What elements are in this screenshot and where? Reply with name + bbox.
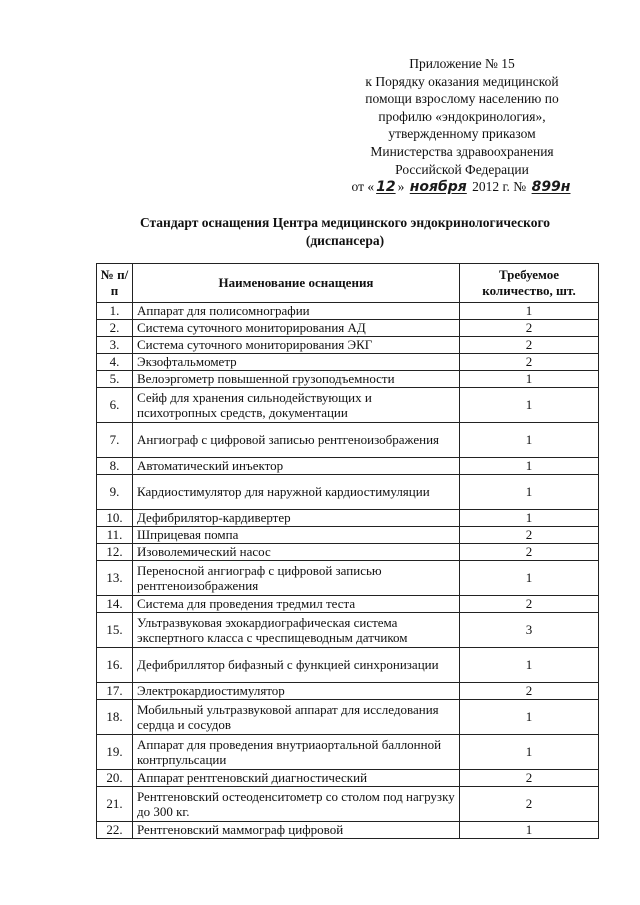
row-num: 5. bbox=[97, 371, 133, 388]
row-qty: 1 bbox=[460, 700, 599, 735]
appendix-line: профилю «эндокринология», bbox=[378, 108, 546, 124]
order-mid: » bbox=[397, 179, 405, 195]
row-num: 8. bbox=[97, 458, 133, 475]
row-name: Электрокардиостимулятор bbox=[133, 683, 460, 700]
row-name: Рентгеновский остеоденситометр со столом под нагрузку до 300 кг. bbox=[133, 787, 460, 822]
table-row bbox=[97, 303, 599, 320]
table-row bbox=[97, 458, 599, 475]
header-qty: Требуемое количество, шт. bbox=[460, 264, 599, 303]
row-num: 21. bbox=[97, 787, 133, 822]
row-num: 22. bbox=[97, 822, 133, 839]
row-num: 1. bbox=[97, 303, 133, 320]
header-num: № п/п bbox=[97, 264, 133, 303]
table-row bbox=[97, 770, 599, 787]
row-qty: 1 bbox=[460, 648, 599, 683]
row-qty: 1 bbox=[460, 458, 599, 475]
row-qty: 2 bbox=[460, 787, 599, 822]
row-qty: 2 bbox=[460, 596, 599, 613]
equipment-table bbox=[96, 263, 599, 839]
row-qty: 1 bbox=[460, 303, 599, 320]
header-name: Наименование оснащения bbox=[133, 264, 460, 303]
row-num: 12. bbox=[97, 544, 133, 561]
appendix-line: помощи взрослому населению по bbox=[365, 91, 559, 107]
row-qty: 1 bbox=[460, 371, 599, 388]
table-row bbox=[97, 613, 599, 648]
row-name: Ангиограф с цифровой записью рентгеноизображения bbox=[133, 423, 460, 458]
appendix-line: утвержденному приказом bbox=[388, 126, 536, 142]
table-row bbox=[97, 822, 599, 839]
row-num: 9. bbox=[97, 475, 133, 510]
row-name: Экзофтальмометр bbox=[133, 354, 460, 371]
table-row bbox=[97, 423, 599, 458]
row-num: 13. bbox=[97, 561, 133, 596]
row-qty: 1 bbox=[460, 561, 599, 596]
table-body bbox=[97, 303, 599, 839]
row-qty: 3 bbox=[460, 613, 599, 648]
row-qty: 1 bbox=[460, 822, 599, 839]
row-name: Велоэргометр повышенной грузоподъемности bbox=[133, 371, 460, 388]
row-qty: 2 bbox=[460, 544, 599, 561]
row-name: Дефибрилятор-кардивертер bbox=[133, 510, 460, 527]
row-name: Система суточного мониторирования ЭКГ bbox=[133, 337, 460, 354]
title-line-1: Стандарт оснащения Центра медицинского эндокринологического bbox=[139, 215, 551, 230]
row-name: Аппарат рентгеновский диагностический bbox=[133, 770, 460, 787]
row-qty: 2 bbox=[460, 683, 599, 700]
table-row bbox=[97, 475, 599, 510]
row-name: Сейф для хранения сильнодействующих и психотропных средств, документации bbox=[133, 388, 460, 423]
table-row bbox=[97, 700, 599, 735]
appendix-line: Приложение № 15 bbox=[409, 56, 515, 71]
row-num: 20. bbox=[97, 770, 133, 787]
table-row bbox=[97, 510, 599, 527]
table-row bbox=[97, 648, 599, 683]
table-row bbox=[97, 371, 599, 388]
row-num: 14. bbox=[97, 596, 133, 613]
row-name: Автоматический инъектор bbox=[133, 458, 460, 475]
row-num: 10. bbox=[97, 510, 133, 527]
row-num: 18. bbox=[97, 700, 133, 735]
table-row bbox=[97, 337, 599, 354]
table-row bbox=[97, 388, 599, 423]
table-row bbox=[97, 787, 599, 822]
row-num: 7. bbox=[97, 423, 133, 458]
row-qty: 1 bbox=[460, 388, 599, 423]
order-number-handwritten: 899н bbox=[531, 179, 571, 196]
row-qty: 1 bbox=[460, 423, 599, 458]
row-name: Аппарат для проведения внутриаортальной баллонной контрпульсации bbox=[133, 735, 460, 770]
row-name: Мобильный ультразвуковой аппарат для исследования сердца и сосудов bbox=[133, 700, 460, 735]
row-num: 3. bbox=[97, 337, 133, 354]
row-name: Изоволемический насос bbox=[133, 544, 460, 561]
row-qty: 2 bbox=[460, 770, 599, 787]
table-row bbox=[97, 561, 599, 596]
row-qty: 2 bbox=[460, 320, 599, 337]
table-row bbox=[97, 683, 599, 700]
row-num: 11. bbox=[97, 527, 133, 544]
row-num: 16. bbox=[97, 648, 133, 683]
row-num: 17. bbox=[97, 683, 133, 700]
table-header-row bbox=[97, 264, 599, 303]
order-date-line bbox=[342, 178, 582, 197]
row-qty: 2 bbox=[460, 527, 599, 544]
table-row bbox=[97, 544, 599, 561]
row-name: Кардиостимулятор для наружной кардиостимуляции bbox=[133, 475, 460, 510]
table-row bbox=[97, 354, 599, 371]
row-qty: 1 bbox=[460, 475, 599, 510]
row-name: Шприцевая помпа bbox=[133, 527, 460, 544]
order-prefix: от « bbox=[351, 179, 375, 195]
row-num: 19. bbox=[97, 735, 133, 770]
appendix-line: Министерства здравоохранения bbox=[370, 143, 554, 159]
table-row bbox=[97, 527, 599, 544]
row-name: Переносной ангиограф с цифровой записью рентгеноизображения bbox=[133, 561, 460, 596]
title-line-2: (диспансера) bbox=[305, 233, 385, 248]
row-qty: 2 bbox=[460, 354, 599, 371]
row-num: 4. bbox=[97, 354, 133, 371]
row-qty: 1 bbox=[460, 735, 599, 770]
table-row bbox=[97, 320, 599, 337]
row-num: 15. bbox=[97, 613, 133, 648]
appendix-line: к Порядку оказания медицинской bbox=[365, 73, 559, 89]
row-num: 2. bbox=[97, 320, 133, 337]
row-qty: 1 bbox=[460, 510, 599, 527]
appendix-line: Российской Федерации bbox=[395, 161, 529, 177]
order-month-handwritten: ноября bbox=[409, 179, 467, 196]
row-name: Дефибриллятор бифазный с функцией синхронизации bbox=[133, 648, 460, 683]
table-row bbox=[97, 596, 599, 613]
appendix-block bbox=[342, 55, 582, 197]
row-qty: 2 bbox=[460, 337, 599, 354]
table-row bbox=[97, 735, 599, 770]
row-name: Ультразвуковая эхокардиографическая система экспертного класса с чреспищеводным датчиком bbox=[133, 613, 460, 648]
row-name: Система для проведения тредмил теста bbox=[133, 596, 460, 613]
row-num: 6. bbox=[97, 388, 133, 423]
document-title bbox=[60, 214, 630, 250]
row-name: Аппарат для полисомнографии bbox=[133, 303, 460, 320]
order-year: 2012 г. № bbox=[472, 179, 527, 195]
order-day-handwritten: 12 bbox=[376, 179, 396, 196]
row-name: Система суточного мониторирования АД bbox=[133, 320, 460, 337]
row-name: Рентгеновский маммограф цифровой bbox=[133, 822, 460, 839]
